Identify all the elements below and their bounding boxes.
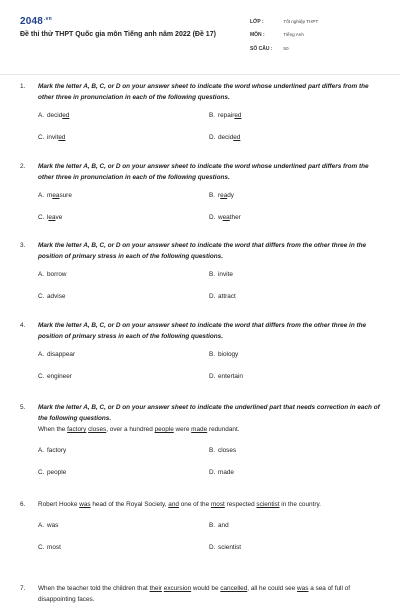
question-number: 2.	[20, 163, 26, 170]
question-number: 5.	[20, 404, 26, 411]
question-5	[20, 403, 382, 489]
option-a[interactable]: A. measure	[38, 192, 72, 199]
question-1	[20, 82, 382, 154]
options	[38, 522, 382, 564]
question-instruction: Mark the letter A, B, C, or D on your answer sheet to indicate the word whose underlined part differs from the other three in pronunciation in each of the following questions.	[38, 83, 369, 101]
option-c[interactable]: C. most	[38, 543, 61, 551]
meta-class	[250, 19, 318, 25]
option-a[interactable]: A. borrow	[38, 271, 67, 278]
option-c[interactable]: C. advise	[38, 293, 66, 300]
header-divider	[0, 74, 400, 75]
option-d[interactable]: D. entertain	[209, 373, 243, 380]
option-c[interactable]: C. leave	[38, 214, 63, 221]
option-b[interactable]: B. closes	[209, 446, 237, 454]
option-c[interactable]: C. engineer	[38, 373, 72, 380]
logo-main: 2048	[20, 16, 44, 27]
option-c[interactable]: C. people	[38, 468, 67, 476]
question-number: 3.	[20, 242, 26, 249]
options	[38, 192, 382, 234]
question-3	[20, 241, 382, 313]
question-instruction: Mark the letter A, B, C, or D on your answer sheet to indicate the word that differs from the other three in the position of primary stress in each of the following questions.	[38, 242, 367, 260]
question-instruction: Mark the letter A, B, C, or D on your answer sheet to indicate the word that differs from the other three in the position of primary stress in each of the following questions.	[38, 322, 367, 340]
option-a[interactable]: A. was	[38, 521, 59, 529]
option-d[interactable]: D. decided	[209, 134, 241, 141]
page-header	[0, 0, 400, 64]
option-b[interactable]: B. repaired	[209, 112, 242, 119]
exam-title: Đề thi thử THPT Quốc gia môn Tiếng anh năm 2022 (Đề 17)	[20, 31, 216, 38]
meta-subject	[250, 32, 304, 38]
option-a[interactable]: A. decided	[38, 112, 70, 119]
option-a[interactable]: A. factory	[38, 446, 67, 454]
question-number: 1.	[20, 83, 26, 90]
option-d[interactable]: D. scientist	[209, 543, 242, 551]
logo-sub: .vn	[44, 16, 52, 22]
option-b[interactable]: B. and	[209, 521, 229, 529]
question-sentence: Robert Hooke was head of the Royal Society, and one of the most respected scientist in the country.	[38, 501, 321, 508]
option-d[interactable]: D. made	[209, 468, 234, 476]
meta-count	[250, 46, 289, 52]
option-b[interactable]: B. invite	[209, 271, 233, 278]
meta-value: 50	[283, 46, 289, 51]
question-4	[20, 321, 382, 393]
option-a[interactable]: A. disappear	[38, 351, 76, 358]
question-2	[20, 162, 382, 234]
question-sentence: When the factory closes, over a hundred people were made redundant.	[38, 426, 240, 433]
option-d[interactable]: D. attract	[209, 293, 236, 300]
option-c[interactable]: C. invited	[38, 134, 66, 141]
option-b[interactable]: B. biology	[209, 351, 239, 358]
option-b[interactable]: B. ready	[209, 192, 234, 199]
option-d[interactable]: D. weather	[209, 214, 241, 221]
question-instruction: Mark the letter A, B, C, or D on your answer sheet to indicate the word whose underlined part differs from the other three in pronunciation in each of the following questions.	[38, 163, 369, 181]
site-logo[interactable]	[20, 16, 52, 27]
meta-value: Tốt nghiệp THPT	[283, 19, 319, 24]
question-number: 7.	[20, 585, 26, 592]
question-number: 4.	[20, 322, 26, 329]
meta-key: SỐ CÂU :	[250, 46, 273, 52]
options	[38, 112, 382, 154]
meta-key: MÔN :	[250, 32, 265, 38]
question-6	[20, 500, 382, 564]
meta-key: LỚP :	[250, 19, 264, 25]
options	[38, 447, 382, 489]
question-7	[20, 584, 382, 605]
options	[38, 351, 382, 393]
options	[38, 271, 382, 313]
meta-value: Tiếng Anh	[283, 32, 304, 37]
question-sentence: When the teacher told the children that their excursion would be cancelled, all he could see was a sea of full of disappointing faces.	[38, 585, 350, 603]
question-instruction: Mark the letter A, B, C, or D on your answer sheet to indicate the underlined part that needs correction in each of the following questions.	[38, 404, 380, 422]
question-number: 6.	[20, 501, 26, 508]
